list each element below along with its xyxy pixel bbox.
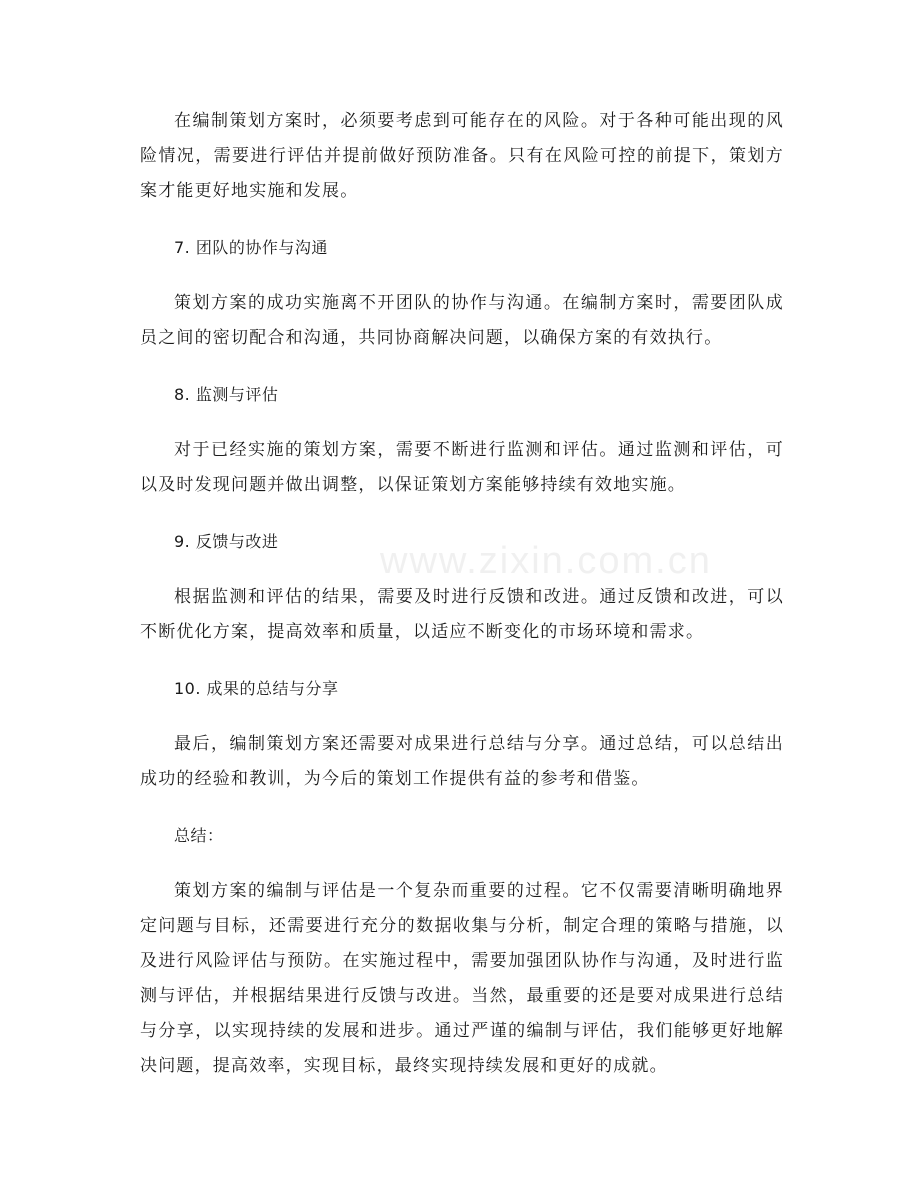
section-heading-team-collaboration: 7. 团队的协作与沟通: [174, 238, 328, 257]
paragraph-risk-consideration: 在编制策划方案时，必须要考虑到可能存在的风险。对于各种可能出现的风险情况，需要进行评估并提前做好预防准备。只有在风险可控的前提下，策划方案才能更好地实施和发展。: [140, 111, 784, 201]
paragraph-summary: 策划方案的编制与评估是一个复杂而重要的过程。它不仅需要清晰明确地界定问题与目标，还需要进行充分的数据收集与分析，制定合理的策略与措施，以及进行风险评估与预防。在实施过程中，需要加强团队协作与沟通，及时进行监测与评估，并根据结果进行反馈与改进。当然，最重要的还是要对成果进行总结与分享，以实现持续的发展和进步。通过严谨的编制与评估，我们能够更好地解决问题，提高效率，实现目标，最终实现持续发展和更好的成就。: [140, 881, 784, 1076]
paragraph-results-sharing: 最后，编制策划方案还需要对成果进行总结与分享。通过总结，可以总结出成功的经验和教训，为今后的策划工作提供有益的参考和借鉴。: [140, 734, 784, 789]
paragraph-monitoring: 对于已经实施的策划方案，需要不断进行监测和评估。通过监测和评估，可以及时发现问题并做出调整，以保证策划方案能够持续有效地实施。: [140, 440, 784, 495]
section-heading-summary: 总结：: [174, 826, 224, 845]
section-heading-feedback: 9. 反馈与改进: [174, 532, 279, 551]
paragraph-team-collaboration: 策划方案的成功实施离不开团队的协作与沟通。在编制方案时，需要团队成员之间的密切配合和沟通，共同协商解决问题，以确保方案的有效执行。: [140, 293, 784, 348]
paragraph-feedback: 根据监测和评估的结果，需要及时进行反馈和改进。通过反馈和改进，可以不断优化方案，提高效率和质量，以适应不断变化的市场环境和需求。: [140, 587, 784, 642]
section-heading-monitoring: 8. 监测与评估: [174, 385, 279, 404]
section-heading-results-sharing: 10. 成果的总结与分享: [174, 679, 339, 698]
watermark-text: www.zixin.com.cn: [380, 540, 712, 582]
document-body: [140, 104, 784, 1105]
